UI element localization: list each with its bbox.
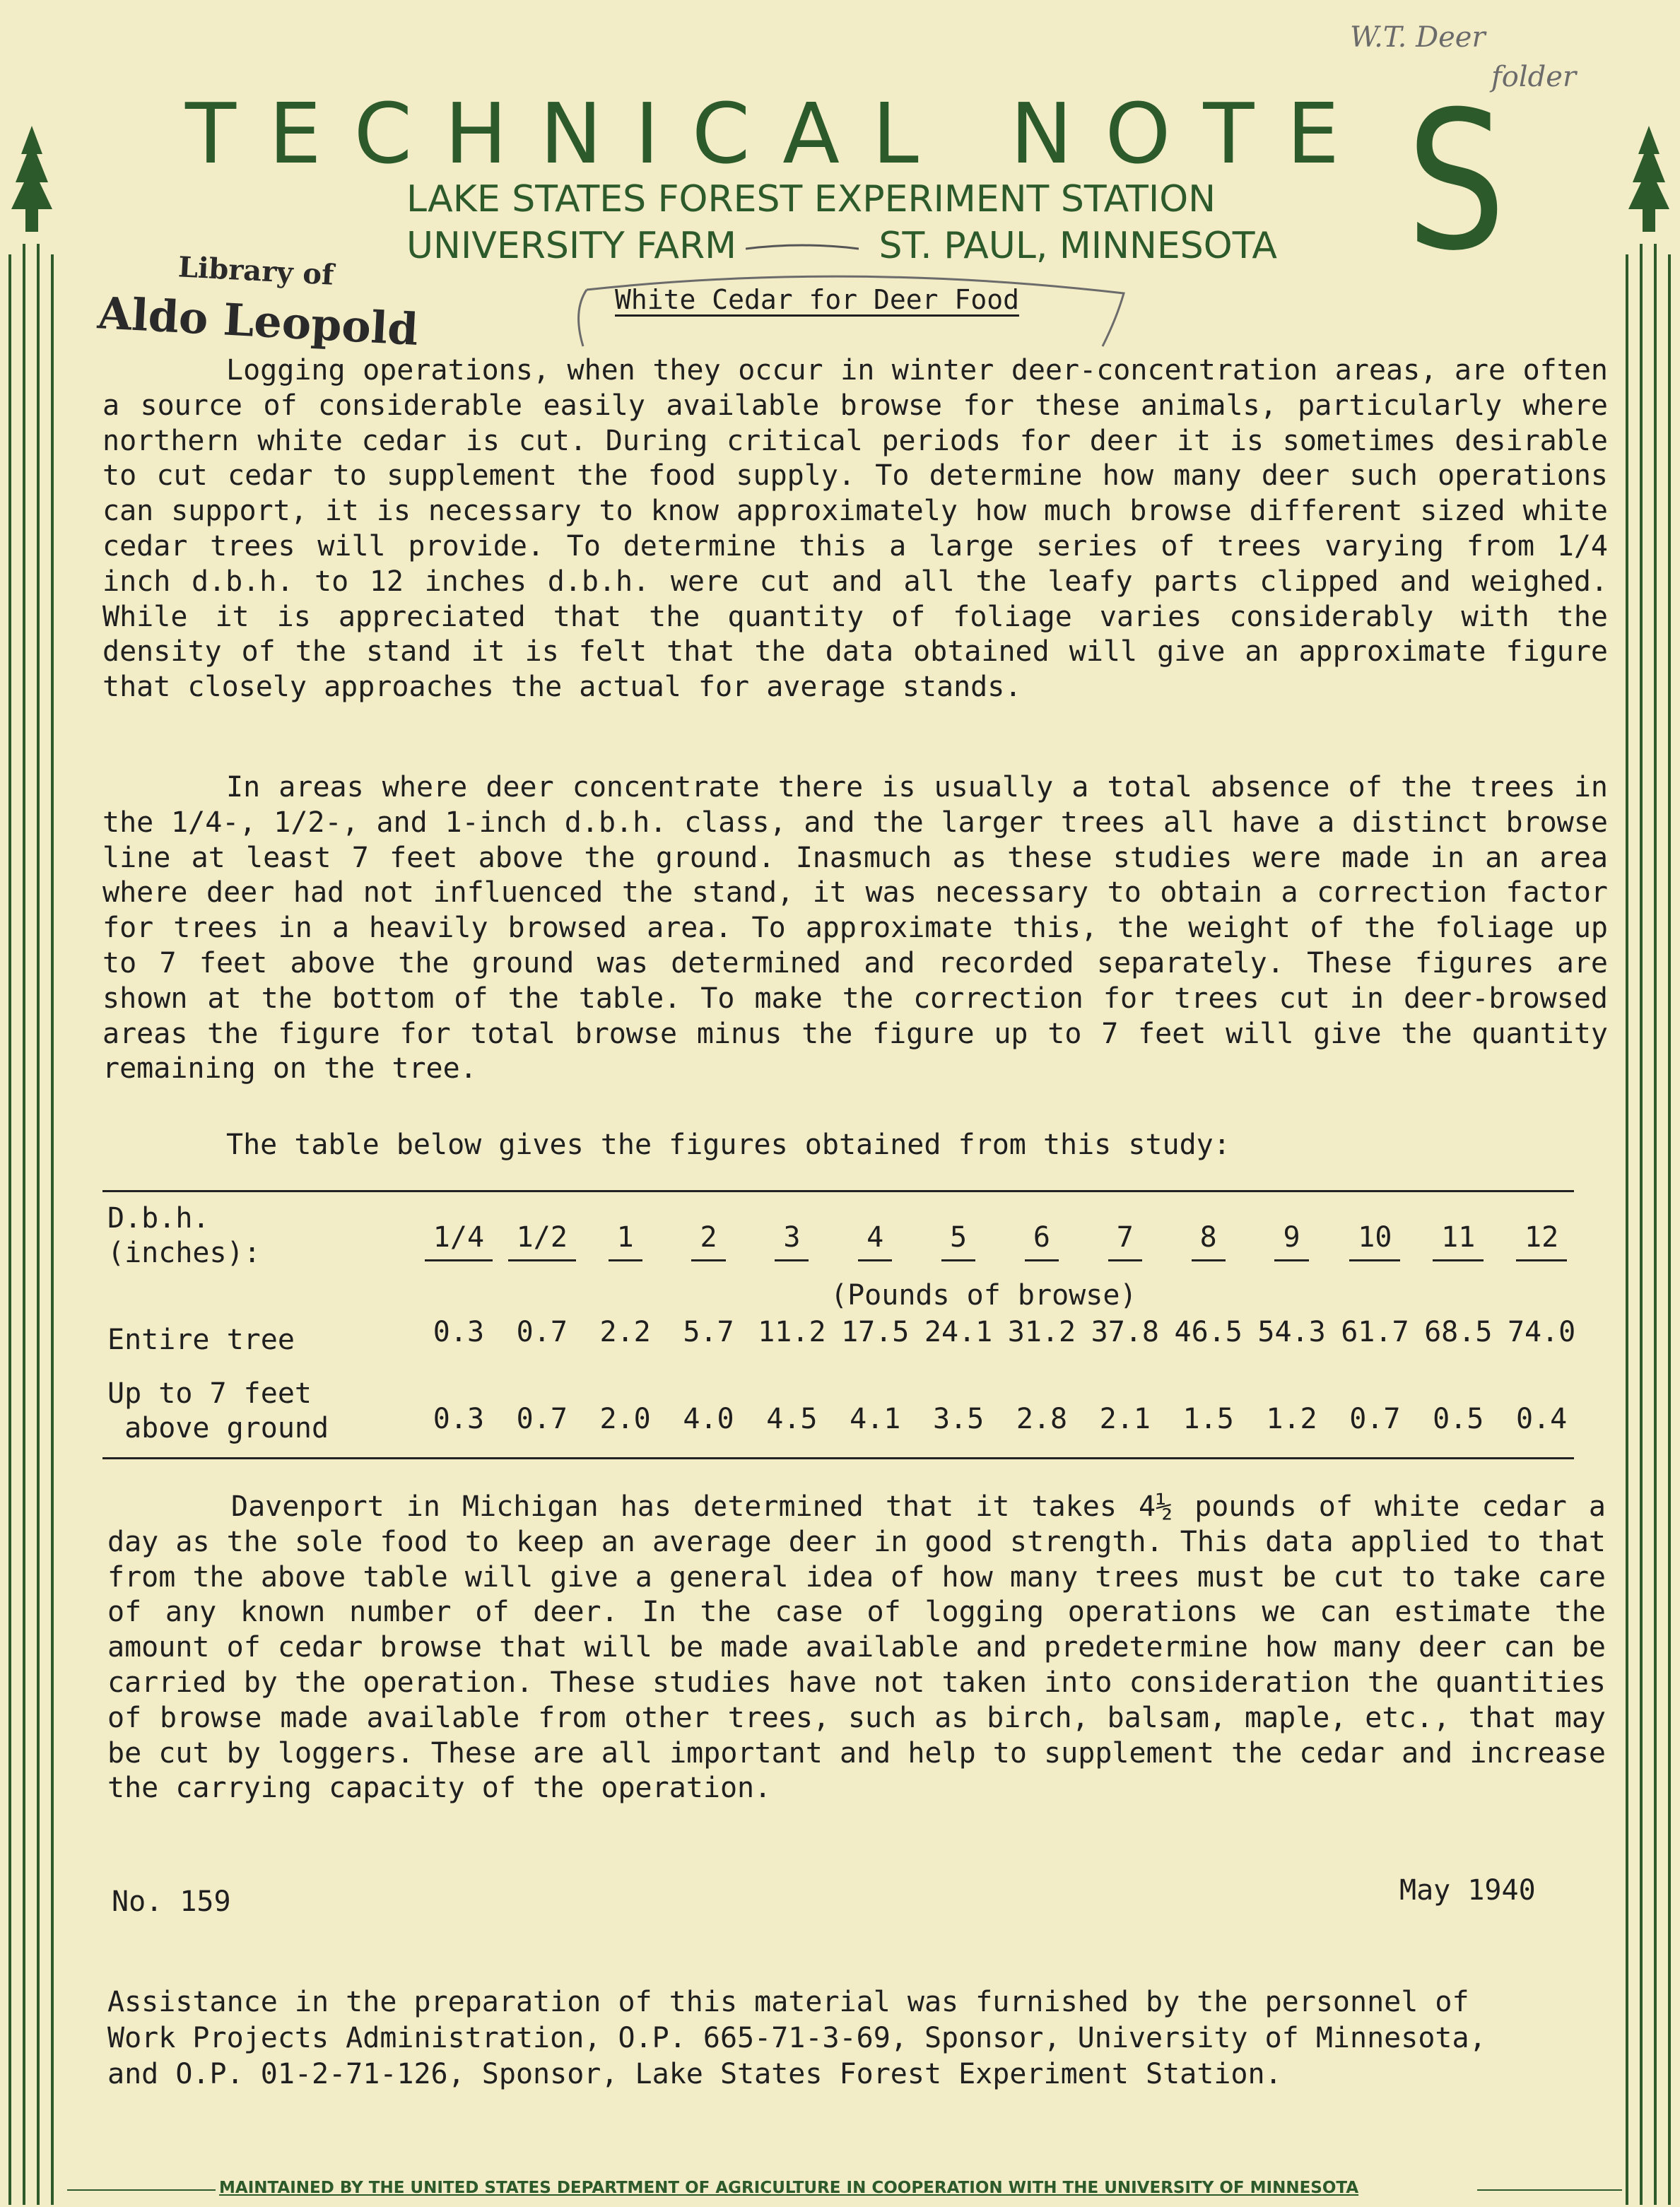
handwritten-note-line1: W.T. Deer (1350, 21, 1486, 54)
table-header-cell (1333, 1221, 1416, 1261)
assistance-credit: Assistance in the preparation of this material was furnished by the personnel of Work Projects Administration, O.P. 665-71-3-69, Sponsor, University of Minnesota, and O.P. 01-2-71-126, Sponsor, Lake States Forest Experiment Station. (107, 1986, 1486, 2090)
table-cell: 0.3 (433, 1403, 485, 1435)
table-row-label-entire: Entire tree (107, 1324, 295, 1356)
letterhead-station: LAKE STATES FOREST EXPERIMENT STATION (406, 178, 1216, 220)
document-title: White Cedar for Deer Food (615, 284, 1019, 315)
library-stamp-name: Aldo Leopold (96, 287, 420, 355)
table-header-cell-text: 1/4 (425, 1221, 493, 1261)
table-header-cell (1167, 1221, 1250, 1261)
table-header-cell (1083, 1221, 1167, 1261)
table-header-cell (833, 1221, 917, 1261)
table-header-cell (1250, 1221, 1334, 1261)
letterhead-title: TECHNICAL NOTE (185, 85, 1372, 182)
table-units: (Pounds of browse) (830, 1279, 1137, 1312)
table-header-cell-text: 4 (858, 1221, 892, 1261)
table-cell: 2.2 (599, 1316, 651, 1348)
table-header-cell (500, 1221, 584, 1261)
table-cell: 17.5 (841, 1316, 910, 1348)
library-stamp-label: Library of (177, 250, 335, 292)
table-cell: 37.8 (1091, 1316, 1159, 1348)
paragraph-1: Logging operations, when they occur in winter deer-concentration areas, are often a source of considerable easily available browse for these animals, particularly where northern white cedar is cut. During critical periods for deer it is sometimes desirable to cut cedar to supplement the food supply. To determine how many deer such operations can support, it is necessary to know approximately how much browse different sized white cedar trees will provide. To determine this a large series of trees varying from 1/4 inch d.b.h. to 12 inches d.b.h. were cut and all the leafy parts clipped and weighed. While it is appreciated that the quantity of foliage varies considerably with the density of the stand it is felt that the data obtained will give an approximate figure that closely approaches the actual for average stands. (102, 354, 1608, 704)
paragraph-2: In areas where deer concentrate there is usually a total absence of the trees in the 1/4-, 1/2-, and 1-inch d.b.h. class, and the larger trees all have a distinct browse line at least 7 feet above the ground. Inasmuch as these studies were made in an area where deer had not influenced the stand, it was necessary to obtain a correction factor for trees in a heavily browsed area. To approximate this, the weight of the foliage up to 7 feet above the ground was determined and recorded separately. These figures are shown at the bottom of the table. To make the correction for trees cut in deer-browsed areas the figure for total browse minus the figure up to 7 feet will give the quantity remaining on the tree. (102, 771, 1608, 1085)
table-header-cell (584, 1221, 667, 1261)
table-header-cell-text: 11 (1433, 1221, 1484, 1261)
table-cell: 3.5 (932, 1403, 985, 1435)
table-header-cell (1500, 1221, 1583, 1261)
table-cell: 68.5 (1424, 1316, 1493, 1348)
table-header-cell-text: 7 (1108, 1221, 1142, 1261)
table-cell: 0.5 (1433, 1403, 1484, 1435)
table-header-cell-text: 2 (691, 1221, 725, 1261)
table-cell: 0.7 (1349, 1403, 1401, 1435)
table-cell: 0.7 (516, 1316, 568, 1348)
footer-rule-left (67, 2189, 216, 2191)
pine-tree-icon (6, 126, 58, 246)
table-header-cell (667, 1221, 751, 1261)
table-header-row (417, 1221, 1583, 1261)
table-row-entire (417, 1316, 1583, 1348)
maintained-by-line: MAINTAINED BY THE UNITED STATES DEPARTMENT OF AGRICULTURE IN COOPERATION WITH THE UNIVERSITY OF MINNESOTA (219, 2179, 1359, 2197)
table-cell: 5.7 (683, 1316, 734, 1348)
table-header-cell (417, 1221, 500, 1261)
table-cell: 46.5 (1174, 1316, 1243, 1348)
table-header-cell-text: 1 (609, 1221, 642, 1261)
pine-tree-icon (1623, 126, 1675, 246)
table-cell: 4.0 (683, 1403, 734, 1435)
table-cell: 0.7 (516, 1403, 568, 1435)
table-cell: 24.1 (924, 1316, 993, 1348)
table-header-cell-text: 5 (941, 1221, 975, 1261)
table-cell: 1.2 (1266, 1403, 1317, 1435)
table-cell: 2.0 (599, 1403, 651, 1435)
table-cell: 0.3 (433, 1316, 485, 1348)
table-cell: 54.3 (1257, 1316, 1326, 1348)
table-cell: 0.4 (1515, 1403, 1568, 1435)
paragraph-4: Davenport in Michigan has determined that it takes 4½ pounds of white cedar a day as the sole food to keep an average deer in good strength. This data applied to that from the above table will give a general idea of how many trees must be cut to take care of any known number of deer. In the case of logging operations we can estimate the amount of cedar browse that will be made available and predetermine how many deer can be carried by the operation. These studies have not taken into consideration the quantities of browse made available from other trees, such as birch, balsam, maple, etc., that may be cut by loggers. These are all important and help to supplement the cedar and increase the carrying capacity of the operation. (107, 1490, 1606, 1805)
table-header-cell-text: 8 (1192, 1221, 1226, 1261)
note-date: May 1940 (1399, 1874, 1536, 1907)
note-number: No. 159 (112, 1885, 231, 1918)
table-header-cell-text: 1/2 (508, 1221, 576, 1261)
table-header-cell-text: 3 (775, 1221, 809, 1261)
letterhead-location-right: ST. PAUL, MINNESOTA (879, 225, 1277, 267)
table-cell: 61.7 (1341, 1316, 1409, 1348)
table-row-up-to-7 (417, 1403, 1583, 1435)
table-header-cell-text: 12 (1516, 1221, 1567, 1261)
table-cell: 2.1 (1099, 1403, 1151, 1435)
letterhead-title-s: S (1406, 70, 1506, 293)
table-header-cell (750, 1221, 833, 1261)
footer-rule-right (1477, 2189, 1622, 2191)
table-cell: 4.5 (766, 1403, 818, 1435)
table-header-cell (1416, 1221, 1500, 1261)
table-cell: 2.8 (1016, 1403, 1068, 1435)
table-cell: 74.0 (1507, 1316, 1576, 1348)
table-cell: 1.5 (1182, 1403, 1234, 1435)
table-header-cell-text: 10 (1349, 1221, 1400, 1261)
table-header-cell (1000, 1221, 1083, 1261)
paragraph-3: The table below gives the figures obtained from this study: (226, 1129, 1230, 1161)
letterhead-connector (746, 240, 859, 254)
table-row-label-up-to-7: Up to 7 feet above ground (107, 1377, 329, 1444)
table-header-cell-text: 6 (1025, 1221, 1059, 1261)
letterhead-location-left: UNIVERSITY FARM (406, 225, 736, 267)
table-header-cell-text: 9 (1274, 1221, 1308, 1261)
table-cell: 31.2 (1007, 1316, 1076, 1348)
table-column-label: D.b.h. (inches): (107, 1202, 261, 1269)
table-cell: 11.2 (758, 1316, 826, 1348)
table-cell: 4.1 (850, 1403, 901, 1435)
handwritten-note-line2: folder (1491, 61, 1577, 93)
table-header-cell (917, 1221, 1000, 1261)
